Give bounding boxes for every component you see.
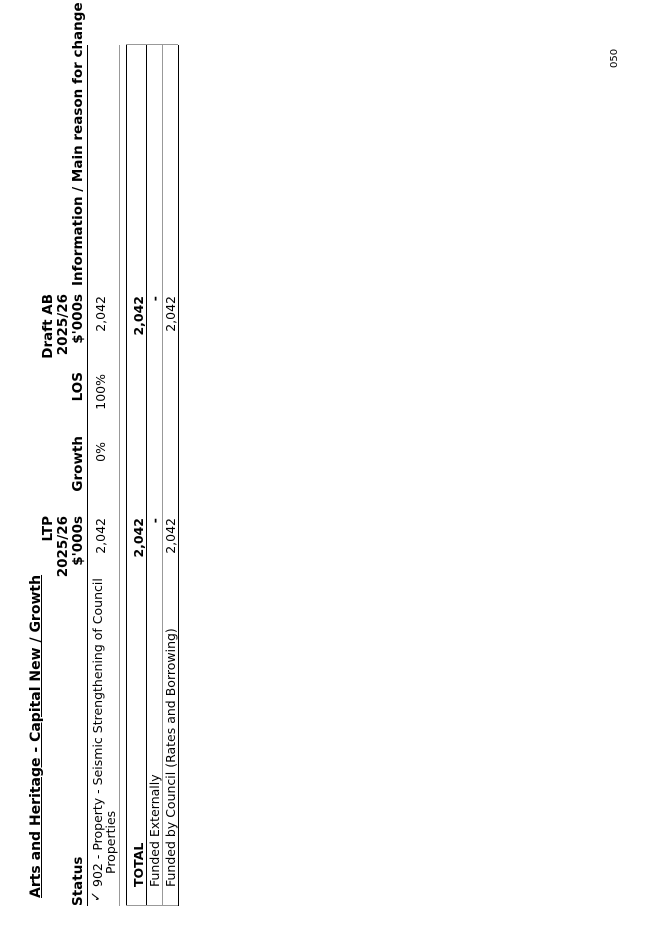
project-description-line2: Properties <box>103 810 118 874</box>
header-status: Status <box>70 856 86 906</box>
row-draft-value: 2,042 <box>93 296 108 332</box>
checkmark-icon: ✓ <box>89 891 104 902</box>
project-description-line1: 902 - Property - Seismic Strengthening of Council <box>90 578 105 887</box>
row-growth-value: 0% <box>93 442 108 462</box>
header-los: LOS <box>70 372 86 402</box>
total-label: TOTAL <box>131 842 146 887</box>
row-ltp-value: 2,042 <box>93 518 108 554</box>
funded-externally-ltp: - <box>147 518 162 524</box>
header-ltp-line2: 2025/26 <box>55 516 71 578</box>
total-draft-value: 2,042 <box>131 296 146 336</box>
header-draft-line1: Draft AB <box>40 294 56 359</box>
row-rule <box>119 45 120 906</box>
funded-council-draft: 2,042 <box>163 296 178 332</box>
header-growth: Growth <box>70 436 86 492</box>
header-ltp-line3: $'000s <box>70 516 86 566</box>
header-draft-line3: $'000s <box>70 294 86 344</box>
header-rule <box>87 45 88 906</box>
summary-right-border <box>126 44 178 45</box>
page-number: 050 <box>609 48 620 68</box>
page-title: Arts and Heritage - Capital New / Growth <box>28 574 44 898</box>
summary-left-border <box>126 905 178 906</box>
row-los-value: 100% <box>93 374 108 410</box>
header-ltp-line1: LTP <box>40 516 56 542</box>
funded-externally-draft: - <box>147 296 162 302</box>
header-draft-line2: 2025/26 <box>55 294 71 356</box>
total-top-rule <box>126 45 127 906</box>
header-info: Information / Main reason for change <box>70 2 86 286</box>
funded-council-label: Funded by Council (Rates and Borrowing) <box>163 628 178 887</box>
funded-council-ltp: 2,042 <box>163 518 178 554</box>
funded-externally-label: Funded Externally <box>147 774 162 887</box>
total-ltp-value: 2,042 <box>131 518 146 558</box>
funded-council-rule <box>178 45 179 906</box>
